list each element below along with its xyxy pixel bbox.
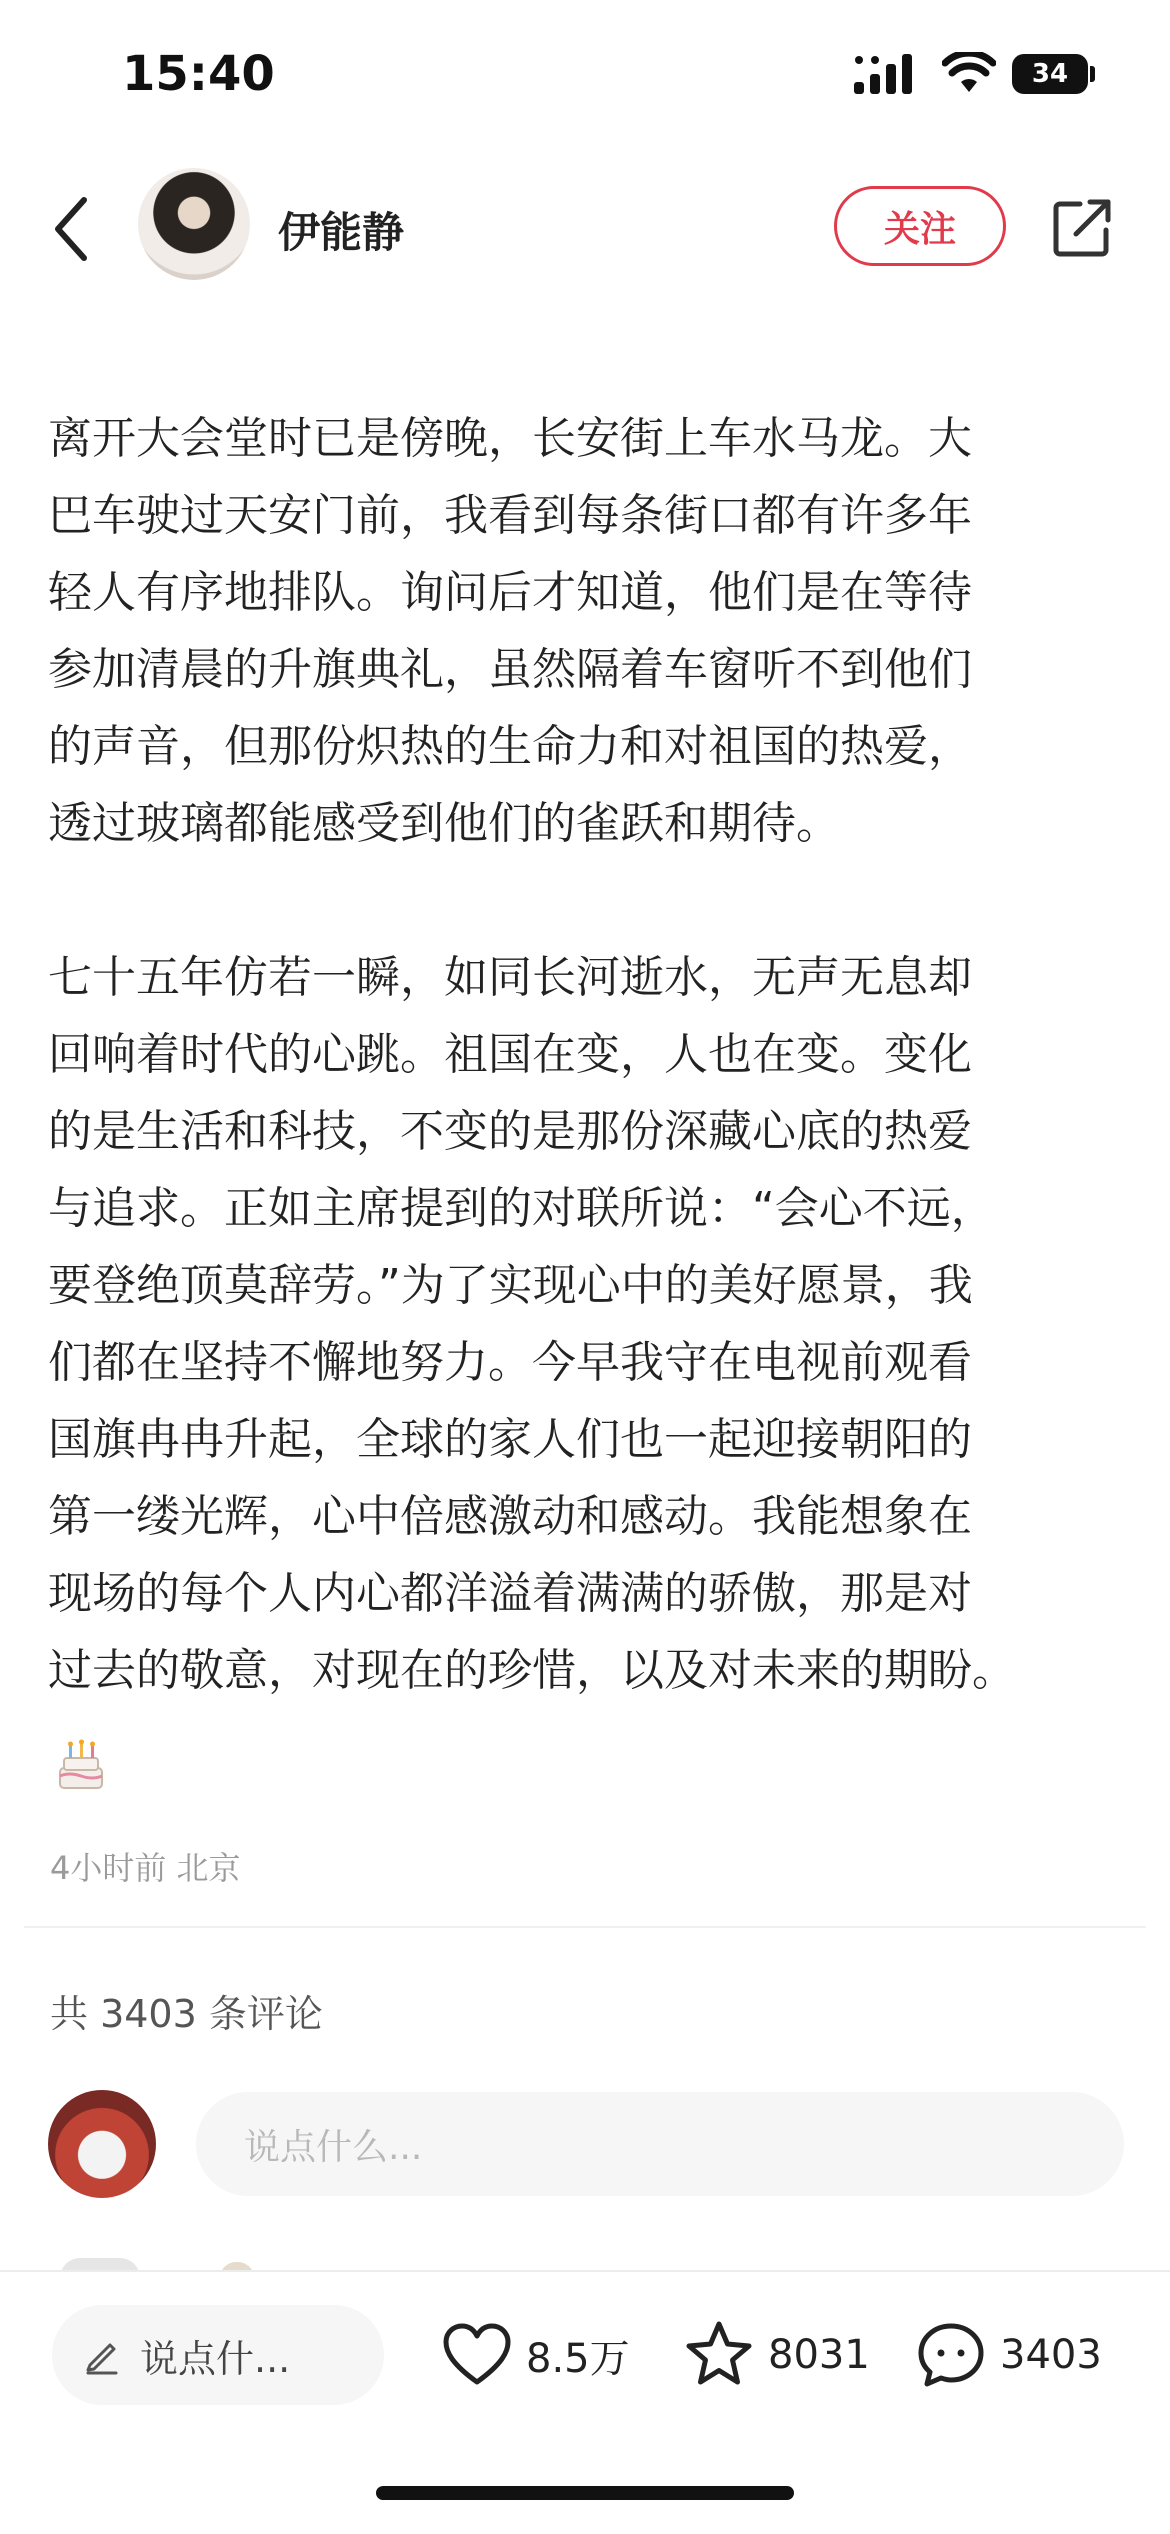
like-button[interactable] [440, 2318, 630, 2392]
comment-count: 共 3403 条评论 [50, 1992, 323, 2036]
comment-input[interactable]: 说点什么... [196, 2092, 1124, 2196]
bottom-input-label: 说点什... [140, 2336, 291, 2381]
heart-icon [440, 2318, 514, 2392]
battery-indicator: 34 [1012, 54, 1088, 94]
post-paragraph-1: 离开大会堂时已是傍晚，长安街上车水马龙。大 巴车驶过天安门前，我看到每条街口都有许多年 轻人有序地排队。询问后才知道，他们是在等待 参加清晨的升旗典礼，虽然隔着车窗听不到他们 的声音，但那份炽热的生命力和对祖国的热爱， 透过玻璃都能感受到他们的雀跃和期待。 [48, 413, 972, 849]
share-icon[interactable] [1050, 196, 1114, 260]
birthday-cake-icon [54, 1738, 108, 1792]
bottom-comment-input[interactable] [52, 2305, 384, 2405]
star-icon [682, 2318, 756, 2392]
pencil-icon [82, 2335, 122, 2375]
author-name[interactable]: 伊能静 [278, 208, 405, 257]
chat-bubble-icon [914, 2318, 988, 2392]
cellular-signal-icon [854, 52, 916, 100]
comment-button[interactable] [914, 2318, 1102, 2392]
author-avatar[interactable] [138, 168, 250, 280]
favorite-count: 8031 [768, 2332, 870, 2378]
my-avatar [48, 2090, 156, 2198]
follow-button[interactable]: 关注 [834, 186, 1006, 266]
post-meta: 4小时前 北京 [50, 1849, 241, 1887]
battery-nub [1090, 66, 1095, 82]
status-time: 15:40 [122, 46, 275, 102]
post-paragraph-2: 七十五年仿若一瞬，如同长河逝水，无声无息却 回响着时代的心跳。祖国在变，人也在变。变化 的是生活和科技，不变的是那份深藏心底的热爱 与追求。正如主席提到的对联所说：“会心不远， 要登绝顶莫辞劳。”为了实现心中的美好愿景，我 们都在坚持不懈地努力。今早我守在电视前观看 国旗冉冉升起，全球的家人们也一起迎接朝阳的 第一缕光辉，心中倍感激动和感动。我能想象在 现场的每个人内心都洋溢着满满的骄傲，那是对 过去的敬意，对现在的珍惜，以及对未来的期盼。 [48, 952, 1016, 1696]
post-body [48, 400, 1128, 1709]
home-indicator [376, 2486, 794, 2500]
wifi-icon [942, 52, 996, 96]
comment-total: 3403 [1000, 2332, 1102, 2378]
like-count: 8.5万 [526, 2335, 630, 2382]
back-arrow-icon[interactable] [50, 194, 94, 264]
divider [24, 1926, 1146, 1928]
favorite-button[interactable] [682, 2318, 870, 2392]
